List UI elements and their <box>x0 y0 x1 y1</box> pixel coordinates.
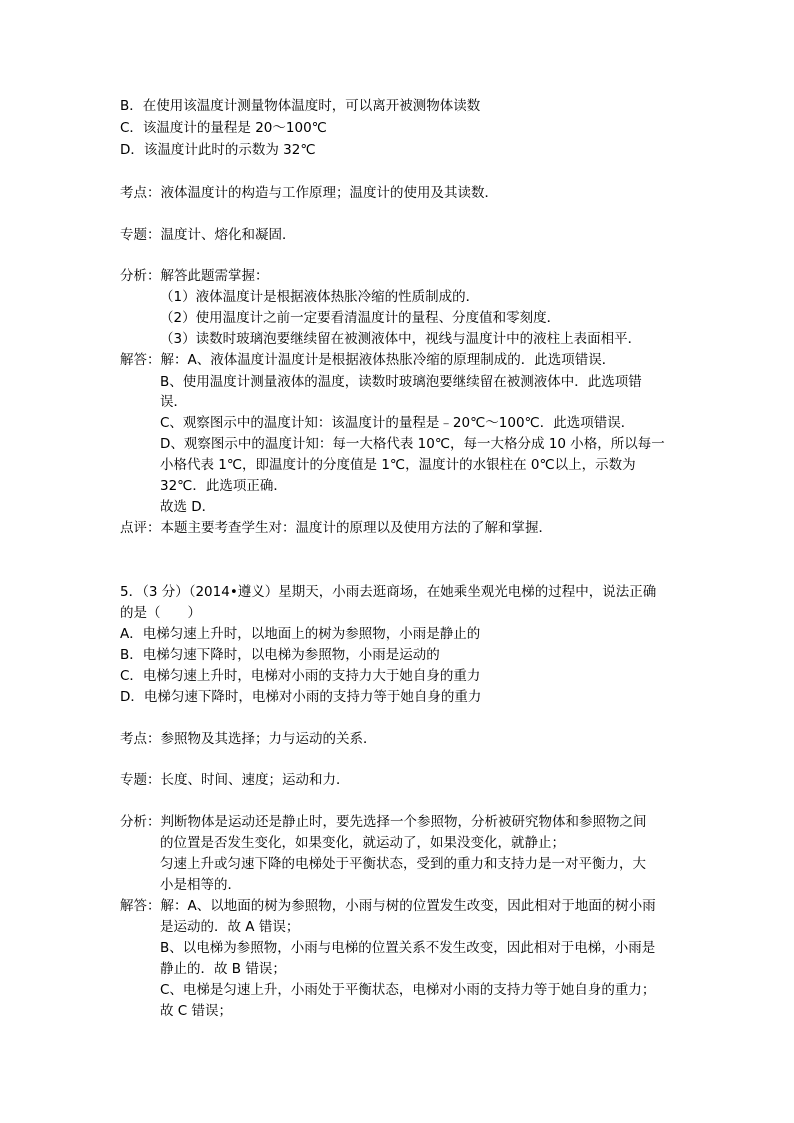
fenxi-item: （1）液体温度计是根据液体热胀冷缩的性质制成的． <box>160 289 480 305</box>
jieda-line: 故 C 错误； <box>160 1003 233 1019</box>
option-c: C．电梯匀速上升时，电梯对小雨的支持力大于她自身的重力 <box>120 668 481 684</box>
jieda-line: 是运动的．故 A 错误； <box>160 919 300 935</box>
option-b: B．电梯匀速下降时，以电梯为参照物，小雨是运动的 <box>120 647 440 663</box>
jieda-line: 解答：解：A、液体温度计温度计是根据液体热胀冷缩的原理制成的．此选项错误． <box>120 352 616 368</box>
option-d: D．该温度计此时的示数为 32℃ <box>120 142 316 158</box>
question-stem: 的是（ ） <box>120 605 201 621</box>
option-d: D．电梯匀速下降时，电梯对小雨的支持力等于她自身的重力 <box>120 689 482 705</box>
zhuanti: 专题：温度计、熔化和凝固． <box>120 227 296 243</box>
dianping: 点评：本题主要考查学生对：温度计的原理以及使用方法的了解和掌握． <box>120 520 552 536</box>
question-stem: 5．（3 分）（2014•遵义）星期天，小雨去逛商场，在她乘坐观光电梯的过程中，说法正确 <box>120 584 657 600</box>
kaodian: 考点：参照物及其选择；力与运动的关系． <box>120 731 377 747</box>
jieda-line: D、观察图示中的温度计知：每一大格代表 10℃，每一大格分成 10 小格，所以每一 <box>160 436 665 452</box>
kaodian: 考点：液体温度计的构造与工作原理；温度计的使用及其读数． <box>120 185 498 201</box>
fenxi-line: 分析：判断物体是运动还是静止时，要先选择一个参照物，分析被研究物体和参照物之间 <box>120 814 647 830</box>
fenxi-item: （3）读数时玻璃泡要继续留在被测液体中，视线与温度计中的液柱上表面相平． <box>160 331 642 347</box>
jieda-line: B、使用温度计测量液体的温度，读数时玻璃泡要继续留在被测液体中．此选项错 <box>160 374 642 390</box>
jieda-line: B、以电梯为参照物，小雨与电梯的位置关系不发生改变，因此相对于电梯，小雨是 <box>160 940 656 956</box>
fenxi-line: 匀速上升或匀速下降的电梯处于平衡状态，受到的重力和支持力是一对平衡力，大 <box>160 856 646 872</box>
jieda-line: C、电梯是匀速上升，小雨处于平衡状态，电梯对小雨的支持力等于她自身的重力； <box>160 982 656 998</box>
jieda-line: 32℃．此选项正确． <box>160 478 287 494</box>
jieda-line: 误． <box>160 394 187 410</box>
option-c: C．该温度计的量程是 20～100℃ <box>120 120 327 136</box>
option-a: A．电梯匀速上升时，以地面上的树为参照物，小雨是静止的 <box>120 626 481 642</box>
jieda-line: C、观察图示中的温度计知：该温度计的量程是﹣20℃～100℃．此选项错误． <box>160 415 635 431</box>
fenxi-heading: 分析：解答此题需掌握： <box>120 268 269 284</box>
jieda-line: 静止的．故 B 错误； <box>160 961 286 977</box>
jieda-line: 小格代表 1℃，即温度计的分度值是 1℃，温度计的水银柱在 0℃以上，示数为 <box>160 457 636 473</box>
fenxi-line: 小是相等的． <box>160 877 241 893</box>
jieda-line: 故选 D． <box>160 499 216 515</box>
option-b: B．在使用该温度计测量物体温度时，可以离开被测物体读数 <box>120 98 481 114</box>
fenxi-item: （2）使用温度计之前一定要看清温度计的量程、分度值和零刻度． <box>160 310 561 326</box>
fenxi-line: 的位置是否发生变化，如果变化，就运动了，如果没变化，就静止； <box>160 835 565 851</box>
jieda-line: 解答：解：A、以地面的树为参照物，小雨与树的位置发生改变，因此相对于地面的树小雨 <box>120 898 656 914</box>
zhuanti: 专题：长度、时间、速度；运动和力． <box>120 772 350 788</box>
